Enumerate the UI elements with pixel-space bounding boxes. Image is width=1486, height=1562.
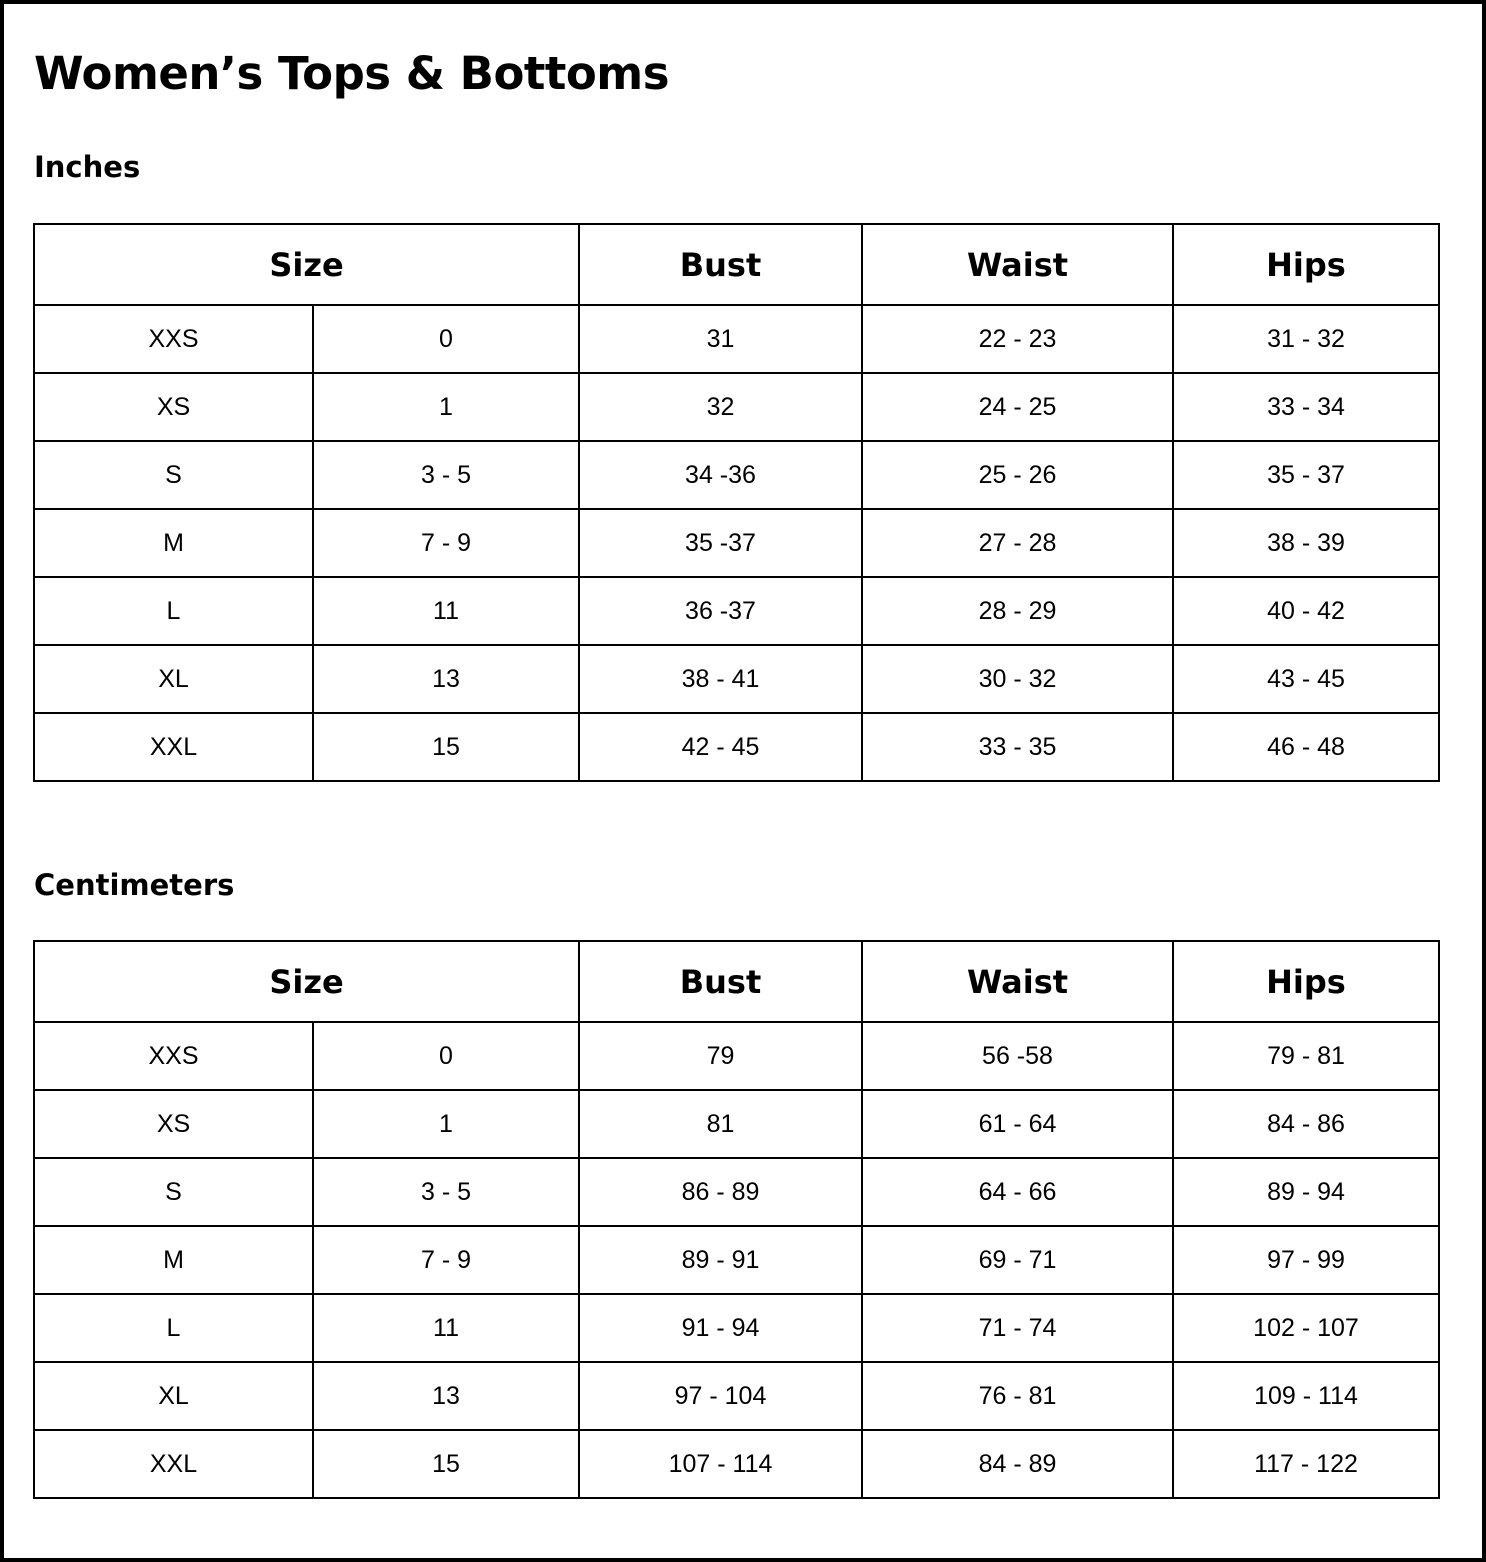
size-number-cell: 11 bbox=[313, 1294, 579, 1362]
size-header: Size bbox=[34, 224, 579, 305]
waist-cell: 69 - 71 bbox=[862, 1226, 1173, 1294]
hips-cell: 117 - 122 bbox=[1173, 1430, 1439, 1498]
inches-section-label: Inches bbox=[34, 150, 141, 184]
waist-cell: 28 - 29 bbox=[862, 577, 1173, 645]
centimeters-section-label: Centimeters bbox=[34, 868, 235, 902]
waist-cell: 61 - 64 bbox=[862, 1090, 1173, 1158]
waist-cell: 27 - 28 bbox=[862, 509, 1173, 577]
bust-cell: 38 - 41 bbox=[579, 645, 862, 713]
waist-header: Waist bbox=[862, 941, 1173, 1022]
size-letter-cell: XS bbox=[34, 373, 313, 441]
bust-cell: 81 bbox=[579, 1090, 862, 1158]
table-row bbox=[34, 577, 1439, 645]
size-letter-cell: S bbox=[34, 1158, 313, 1226]
hips-cell: 79 - 81 bbox=[1173, 1022, 1439, 1090]
hips-cell: 46 - 48 bbox=[1173, 713, 1439, 781]
size-letter-cell: XS bbox=[34, 1090, 313, 1158]
waist-cell: 25 - 26 bbox=[862, 441, 1173, 509]
bust-cell: 36 -37 bbox=[579, 577, 862, 645]
table-row bbox=[34, 509, 1439, 577]
bust-cell: 42 - 45 bbox=[579, 713, 862, 781]
hips-cell: 97 - 99 bbox=[1173, 1226, 1439, 1294]
hips-cell: 102 - 107 bbox=[1173, 1294, 1439, 1362]
header-row bbox=[34, 224, 1439, 305]
bust-cell: 31 bbox=[579, 305, 862, 373]
hips-header: Hips bbox=[1173, 224, 1439, 305]
bust-cell: 107 - 114 bbox=[579, 1430, 862, 1498]
size-number-cell: 15 bbox=[313, 1430, 579, 1498]
hips-cell: 84 - 86 bbox=[1173, 1090, 1439, 1158]
size-number-cell: 7 - 9 bbox=[313, 1226, 579, 1294]
table-row bbox=[34, 1022, 1439, 1090]
bust-cell: 89 - 91 bbox=[579, 1226, 862, 1294]
size-letter-cell: XXL bbox=[34, 713, 313, 781]
bust-cell: 35 -37 bbox=[579, 509, 862, 577]
hips-cell: 35 - 37 bbox=[1173, 441, 1439, 509]
size-number-cell: 0 bbox=[313, 1022, 579, 1090]
hips-cell: 31 - 32 bbox=[1173, 305, 1439, 373]
table-row bbox=[34, 305, 1439, 373]
table-row bbox=[34, 1362, 1439, 1430]
hips-header: Hips bbox=[1173, 941, 1439, 1022]
centimeters-size-table bbox=[33, 940, 1440, 1499]
bust-cell: 34 -36 bbox=[579, 441, 862, 509]
waist-cell: 24 - 25 bbox=[862, 373, 1173, 441]
hips-cell: 89 - 94 bbox=[1173, 1158, 1439, 1226]
header-row bbox=[34, 941, 1439, 1022]
table-row bbox=[34, 1294, 1439, 1362]
waist-cell: 22 - 23 bbox=[862, 305, 1173, 373]
size-number-cell: 1 bbox=[313, 1090, 579, 1158]
waist-cell: 64 - 66 bbox=[862, 1158, 1173, 1226]
table-row bbox=[34, 1090, 1439, 1158]
size-number-cell: 3 - 5 bbox=[313, 441, 579, 509]
size-letter-cell: XL bbox=[34, 645, 313, 713]
size-letter-cell: M bbox=[34, 1226, 313, 1294]
bust-cell: 32 bbox=[579, 373, 862, 441]
size-number-cell: 7 - 9 bbox=[313, 509, 579, 577]
size-letter-cell: L bbox=[34, 1294, 313, 1362]
hips-cell: 109 - 114 bbox=[1173, 1362, 1439, 1430]
size-letter-cell: XL bbox=[34, 1362, 313, 1430]
bust-header: Bust bbox=[579, 224, 862, 305]
waist-header: Waist bbox=[862, 224, 1173, 305]
bust-header: Bust bbox=[579, 941, 862, 1022]
table-row bbox=[34, 1226, 1439, 1294]
size-letter-cell: S bbox=[34, 441, 313, 509]
bust-cell: 91 - 94 bbox=[579, 1294, 862, 1362]
table-row bbox=[34, 1158, 1439, 1226]
bust-cell: 79 bbox=[579, 1022, 862, 1090]
table-row bbox=[34, 713, 1439, 781]
size-letter-cell: L bbox=[34, 577, 313, 645]
bust-cell: 97 - 104 bbox=[579, 1362, 862, 1430]
page-title: Women’s Tops & Bottoms bbox=[34, 47, 669, 100]
size-letter-cell: XXS bbox=[34, 305, 313, 373]
hips-cell: 43 - 45 bbox=[1173, 645, 1439, 713]
table-row bbox=[34, 441, 1439, 509]
size-letter-cell: XXS bbox=[34, 1022, 313, 1090]
size-letter-cell: XXL bbox=[34, 1430, 313, 1498]
size-number-cell: 13 bbox=[313, 645, 579, 713]
size-number-cell: 15 bbox=[313, 713, 579, 781]
waist-cell: 84 - 89 bbox=[862, 1430, 1173, 1498]
hips-cell: 33 - 34 bbox=[1173, 373, 1439, 441]
waist-cell: 33 - 35 bbox=[862, 713, 1173, 781]
table-row bbox=[34, 1430, 1439, 1498]
waist-cell: 71 - 74 bbox=[862, 1294, 1173, 1362]
hips-cell: 40 - 42 bbox=[1173, 577, 1439, 645]
size-header: Size bbox=[34, 941, 579, 1022]
table-row bbox=[34, 645, 1439, 713]
size-number-cell: 0 bbox=[313, 305, 579, 373]
hips-cell: 38 - 39 bbox=[1173, 509, 1439, 577]
waist-cell: 56 -58 bbox=[862, 1022, 1173, 1090]
waist-cell: 76 - 81 bbox=[862, 1362, 1173, 1430]
inches-size-table bbox=[33, 223, 1440, 782]
bust-cell: 86 - 89 bbox=[579, 1158, 862, 1226]
size-number-cell: 1 bbox=[313, 373, 579, 441]
waist-cell: 30 - 32 bbox=[862, 645, 1173, 713]
size-number-cell: 3 - 5 bbox=[313, 1158, 579, 1226]
size-number-cell: 13 bbox=[313, 1362, 579, 1430]
size-number-cell: 11 bbox=[313, 577, 579, 645]
table-row bbox=[34, 373, 1439, 441]
size-letter-cell: M bbox=[34, 509, 313, 577]
